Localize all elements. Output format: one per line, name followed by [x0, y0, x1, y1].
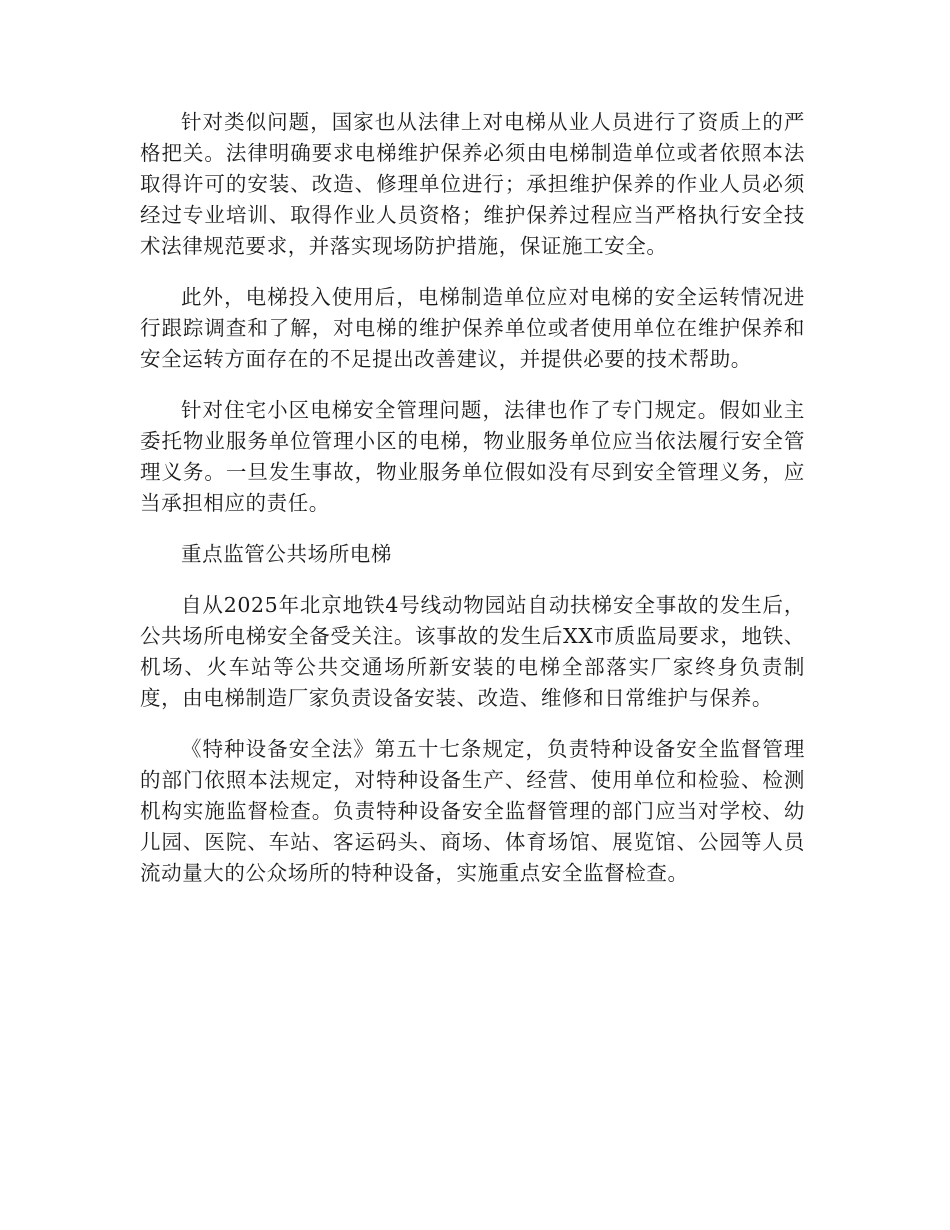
paragraph-manufacturer-followup: 此外，电梯投入使用后，电梯制造单位应对电梯的安全运转情况进行跟踪调查和了解，对电梯的维护保养单位或者使用单位在维护保养和安全运转方面存在的不足提出改善建议，并提供必要的技术帮助。 — [140, 285, 805, 371]
paragraph-subway-incident: 自从2025年北京地铁4号线动物园站自动扶梯安全事故的发生后，公共场所电梯安全备受关注。该事故的发生后XX市质监局要求，地铁、机场、火车站等公共交通场所新安装的电梯全部落实厂家终身负责制度，由电梯制造厂家负责设备安装、改造、维修和日常维护与保养。 — [140, 593, 805, 710]
section-heading: 重点监管公共场所电梯 — [181, 542, 392, 566]
paragraph-residential-management: 针对住宅小区电梯安全管理问题，法律也作了专门规定。假如业主委托物业服务单位管理小区的电梯，物业服务单位应当依法履行安全管理义务。一旦发生事故，物业服务单位假如没有尽到安全管理义务，应当承担相应的责任。 — [140, 398, 805, 515]
paragraph-qualification: 针对类似问题，国家也从法律上对电梯从业人员进行了资质上的严格把关。法律明确要求电梯维护保养必须由电梯制造单位或者依照本法取得许可的安装、改造、修理单位进行；承担维护保养的作业人员必须经过专业培训、取得作业人员资格；维护保养过程应当严格执行安全技术法律规范要求，并落实现场防护措施，保证施工安全。 — [140, 110, 805, 258]
paragraph-special-equipment-law: 《特种设备安全法》第五十七条规定，负责特种设备安全监督管理的部门依照本法规定，对特种设备生产、经营、使用单位和检验、检测机构实施监督检查。负责特种设备安全监督管理的部门应当对学校、幼儿园、医院、车站、客运码头、商场、体育场馆、展览馆、公园等人员流动量大的公众场所的特种设备，实施重点安全监督检查。 — [140, 737, 805, 885]
document-body — [140, 107, 805, 909]
